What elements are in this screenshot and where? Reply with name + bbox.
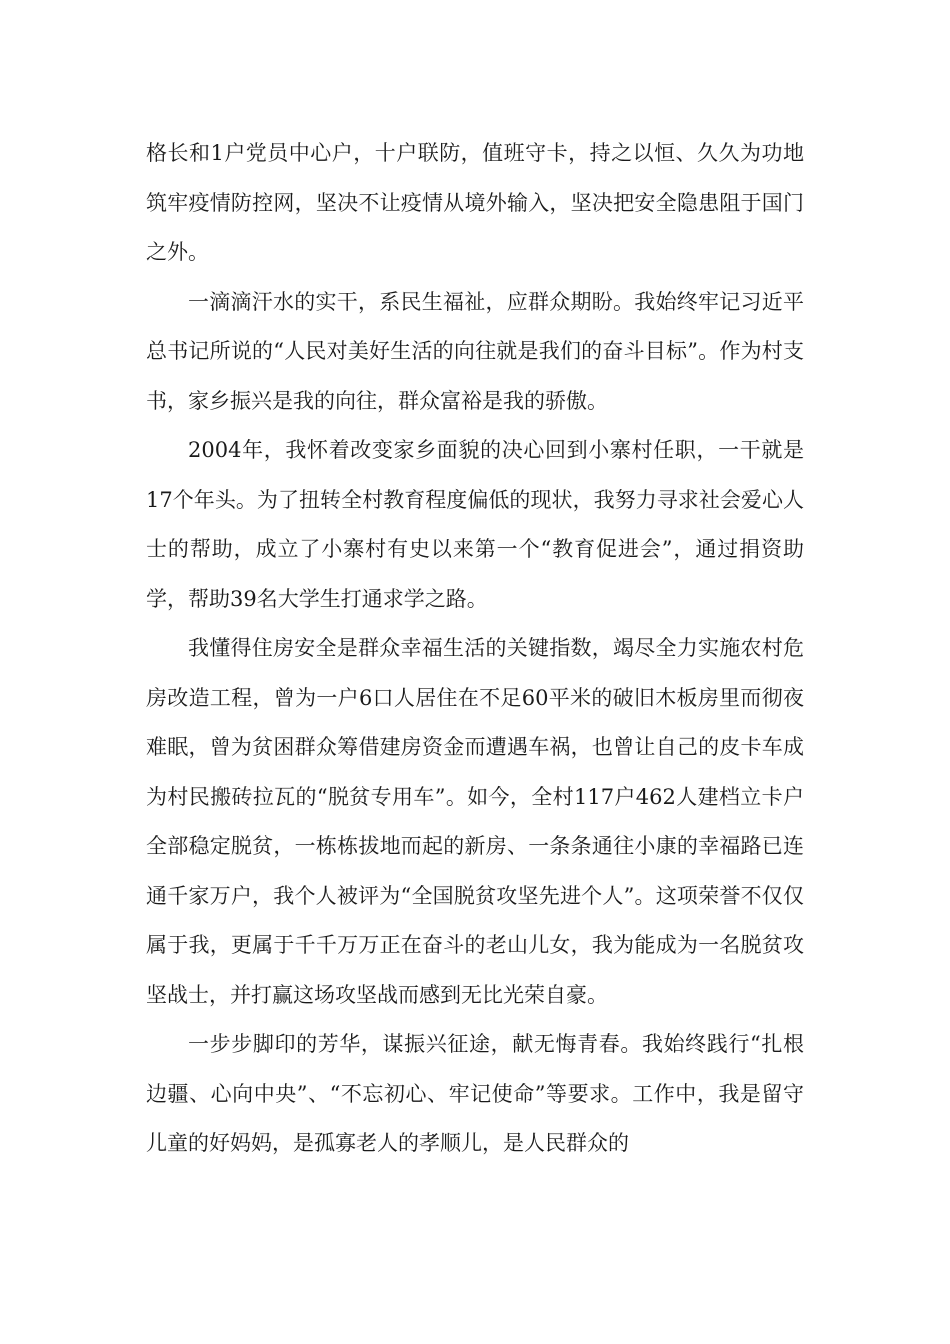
paragraph-2004-education: 2004年，我怀着改变家乡面貌的决心回到小寨村任职，一干就是17个年头。为了扭转全村教育程度偏低的现状，我努力寻求社会爱心人士的帮助，成立了小寨村有史以来第一个“教育促进会”，通过捐资助学，帮助39名大学生打通求学之路。 <box>146 438 804 611</box>
paragraph-sweat-and-work: 一滴滴汗水的实干，系民生福祉，应群众期盼。我始终牢记习近平总书记所说的“人民对美好生活的向往就是我们的奋斗目标”。作为村支书，家乡振兴是我的向往，群众富裕是我的骄傲。 <box>146 289 804 413</box>
document-page <box>146 129 804 1169</box>
paragraph-housing-safety: 我懂得住房安全是群众幸福生活的关键指数，竭尽全力实施农村危房改造工程，曾为一户6口人居住在不足60平米的破旧木板房里而彻夜难眠，曾为贫困群众筹借建房资金而遭遇车祸，也曾让自己的皮卡车成为村民搬砖拉瓦的“脱贫专用车”。如今，全村117户462人建档立卡户全部稳定脱贫，一栋栋拔地而起的新房、一条条通往小康的幸福路已连通千家万户，我个人被评为“全国脱贫攻坚先进个人”。这项荣誉不仅仅属于我，更属于千千万万正在奋斗的老山儿女，我为能成为一名脱贫攻坚战士，并打赢这场攻坚战而感到无比光荣自豪。 <box>146 636 804 1007</box>
paragraph-epidemic-prevention: 格长和1户党员中心户，十户联防，值班守卡，持之以恒、久久为功地筑牢疫情防控网，坚决不让疫情从境外输入，坚决把安全隐患阻于国门之外。 <box>146 141 804 264</box>
paragraph-youth-footsteps: 一步步脚印的芳华，谋振兴征途，献无悔青春。我始终践行“扎根边疆、心向中央”、“不忘初心、牢记使命”等要求。工作中，我是留守儿童的好妈妈，是孤寡老人的孝顺儿，是人民群众的 <box>146 1032 804 1155</box>
